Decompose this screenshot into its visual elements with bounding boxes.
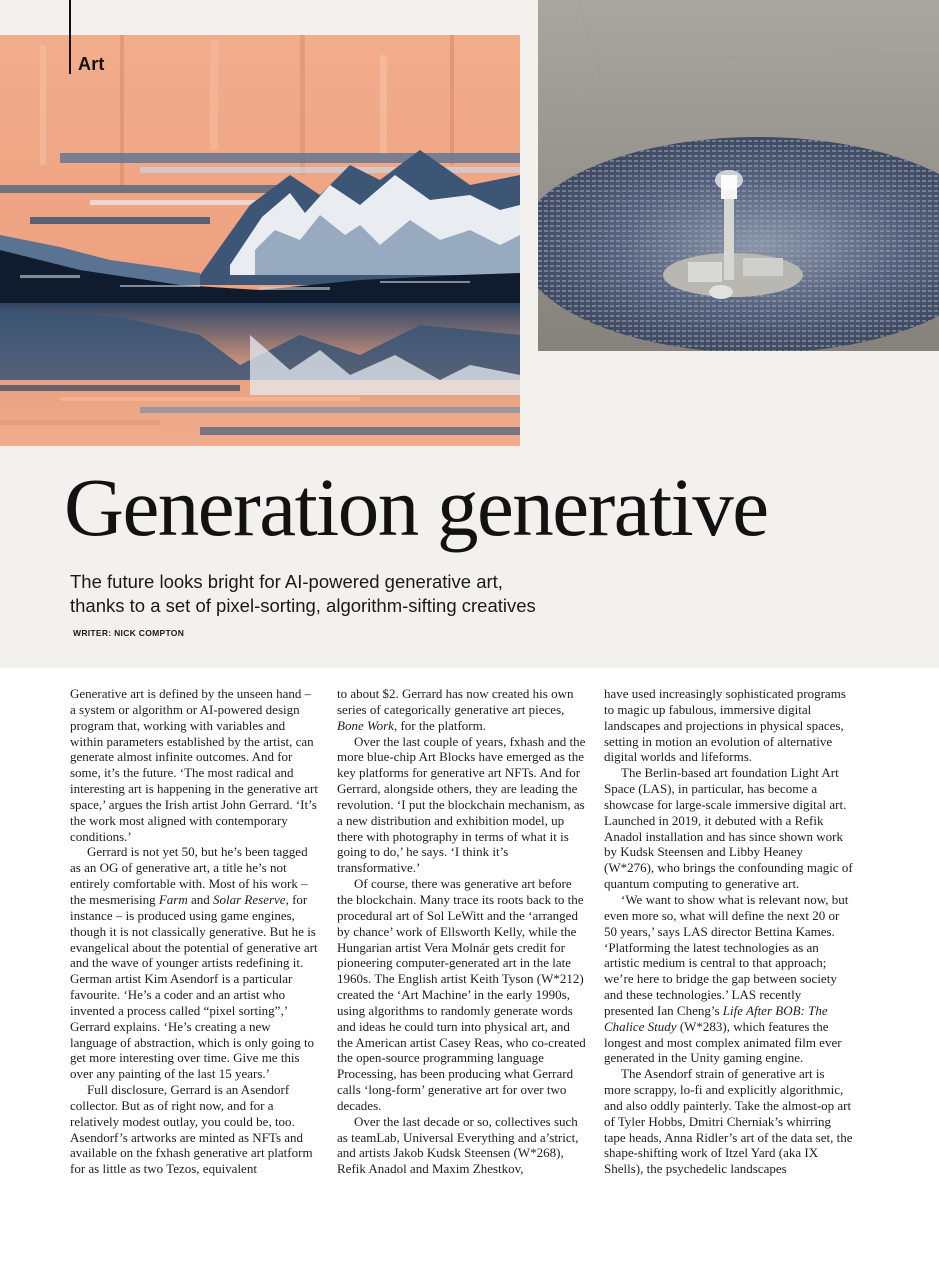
standfirst-line: thanks to a set of pixel-sorting, algorithm-sifting creatives xyxy=(70,595,536,616)
body-column-1 xyxy=(70,686,320,1177)
body-column-3 xyxy=(604,686,854,1177)
paragraph: The Berlin-based art foundation Light Art Space (LAS), in particular, has become a showcase for large-scale immersive digital art. Launched in 2019, it debuted with a Refik Anadol installation and has since shown work by Kudsk Steensen and Libby Heaney (W*276), who brings the confounding magic of quantum computing to generative art. xyxy=(604,765,853,892)
headline: Generation generative xyxy=(64,461,768,553)
paragraph: Full disclosure, Gerrard is an Asendorf collector. But as of right now, and for a relatively modest outlay, you could be, too. Asendorf’s artworks are minted as NFTs and available on the fxhash generative art platform for as little as two Tezos, equivalent xyxy=(70,1082,313,1177)
standfirst-line: The future looks bright for AI-powered generative art, xyxy=(70,571,503,592)
glitched-mountain-landscape-artwork xyxy=(0,35,520,446)
paragraph: ‘We want to show what is relevant now, but even more so, what will define the next 20 or 50 years,’ says LAS director Bettina Kames. ‘Platforming the latest technologies as an artistic medium is central to that approach; we’re here to bridge the gap between society and these technologies.’ LAS recently presented Ian Cheng’s Life After BOB: The Chalice Study (W*283), which features the longest and most complex animated film ever generated in the Unity gaming engine. xyxy=(604,891,849,1066)
paragraph: The Asendorf strain of generative art is more scrappy, lo-fi and explicitly algorithmic, and also oddly painterly. Take the almost-op art of Tyler Hobbs, Dmitri Cherniak’s whirring tape heads, Anna Ridler’s art of the data set, the shape-shifting work of Itzel Yard (aka IX Shells), the psychedelic landscapes xyxy=(604,1066,853,1177)
body-column-2 xyxy=(337,686,587,1177)
byline: WRITER: NICK COMPTON xyxy=(73,628,185,638)
section-label: Art xyxy=(78,54,105,74)
section-rule xyxy=(69,0,71,74)
paragraph: Generative art is defined by the unseen hand – a system or algorithm or AI-powered design program that, working with variables and within parameters established by the artist, can generate almost infinite outcomes. And for some, it’s the future. ‘The most radical and interesting art is happening in the generative art space,’ argues the Irish artist John Gerrard. ‘It’s the work most aligned with contemporary conditions.’ xyxy=(70,686,318,844)
paragraph: Over the last couple of years, fxhash and the more blue-chip Art Blocks have emerged as the key platforms for generative art NFTs. And for Gerrard, alongside others, they are leading the revolution. ‘I put the blockchain mechanism, as a new distribution and exhibition model, up there with photography in terms of what it is going to do,’ he says. ‘I think it’s transformative.’ xyxy=(337,733,586,876)
standfirst xyxy=(70,570,630,618)
paragraph: to about $2. Gerrard has now created his own series of categorically generative art pieces, Bone Work, for the platform. xyxy=(337,686,574,733)
paragraph: Gerrard is not yet 50, but he’s been tagged as an OG of generative art, a title he’s not entirely comfortable with. Most of his work – the mesmerising Farm and Solar Reserve, for instance – is produced using game engines, though it is not classically generative. But he is evangelical about the potential of generative art and the wave of younger artists redefining it. German artist Kim Asendorf is a particular favourite. ‘He’s a coder and an artist who invented a process called “pixel sorting”,’ Gerrard explains. ‘He’s creating a new language of abstraction, which is only going to get more interesting over time. Give me this over any painting of the last 15 years.’ xyxy=(70,844,318,1082)
paragraph: Over the last decade or so, collectives such as teamLab, Universal Everything and a’strict, and artists Jakob Kudsk Steensen (W*268), Refik Anadol and Maxim Zhestkov, xyxy=(337,1113,579,1177)
paragraph: Of course, there was generative art before the blockchain. Many trace its roots back to the procedural art of Sol LeWitt and the ‘arranged by chance’ work of Ellsworth Kelly, while the Hungarian artist Vera Molnár gets credit for pioneering computer-generated art in the late 1960s. The English artist Keith Tyson (W*212) created the ‘Art Machine’ in the early 1990s, using algorithms to randomly generate words and ideas he could turn into physical art, and the American artist Casey Reas, who co-created the open-source programming language Processing, has been producing what Gerrard calls ‘long-form’ generative art for over two decades. xyxy=(337,876,586,1113)
paragraph: have used increasingly sophisticated programs to magic up fabulous, immersive digital landscapes and projections in physical spaces, setting in motion an evolution of alternative digital worlds and lifeforms. xyxy=(604,686,846,765)
solar-power-tower-aerial-photo xyxy=(538,0,939,351)
